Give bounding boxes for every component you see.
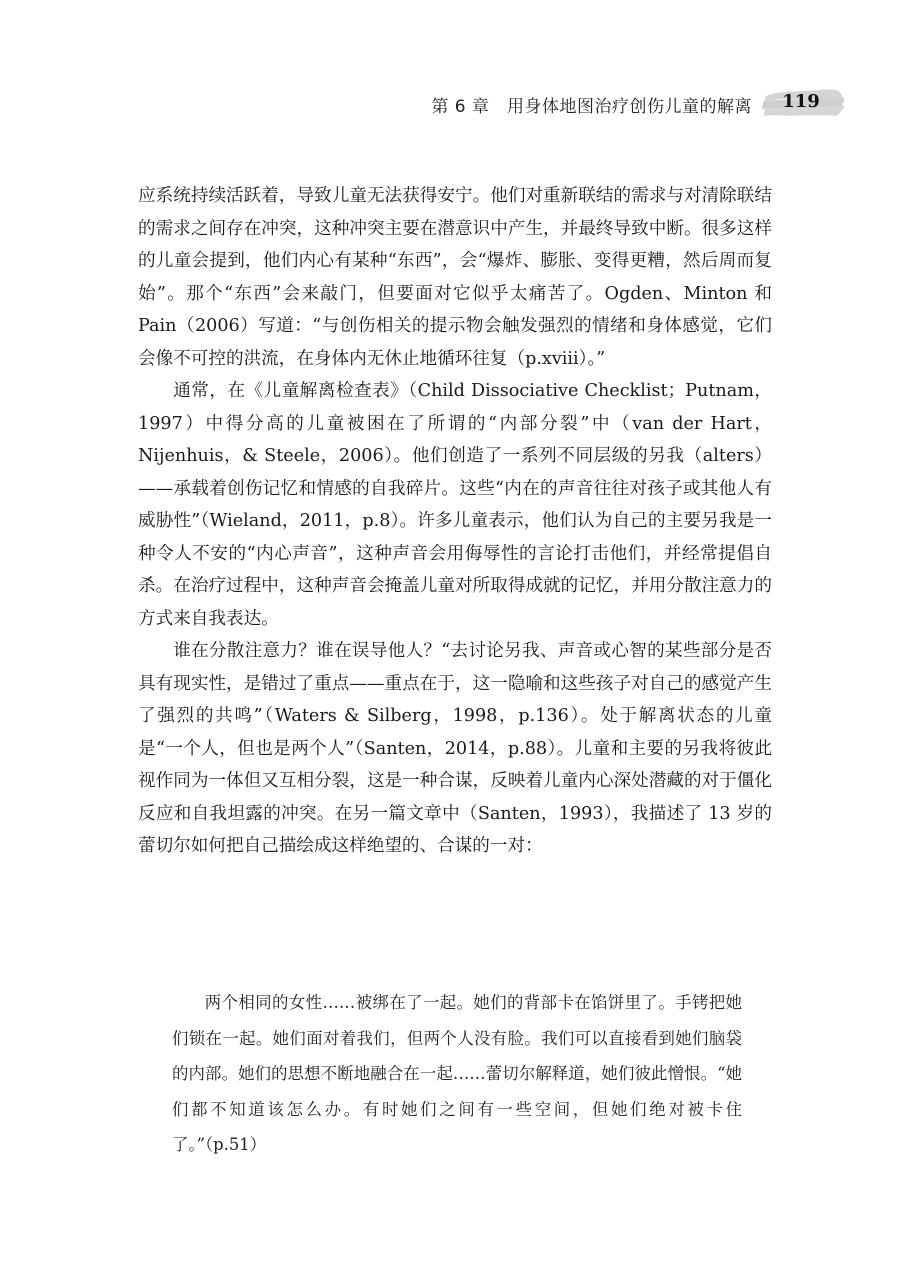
paragraph: 谁在分散注意力？谁在误导他人？“去讨论另我、声音或心智的某些部分是否具有现实性，是错过了重点——重点在于，这一隐喻和这些孩子对自己的感觉产生了强烈的共鸣”（Waters & Silberg，1998，p.136）。处于解离状态的儿童是“一个人，但也是两个人”（Santen，2014，p.88）。儿童和主要的另我将彼此视作同为一体但又互相分裂，这是一种合谋，反映着儿童内心深处潜藏的对于僵化反应和自我坦露的冲突。在另一篇文章中（Santen，1993），我描述了 13 岁的蕾切尔如何把自己描绘成这样绝望的、合谋的一对：: [138, 641, 772, 856]
running-header: [0, 86, 900, 126]
paragraph-continued: 应系统持续活跃着，导致儿童无法获得安宁。他们对重新联结的需求与对清除联结的需求之间存在冲突，这种冲突主要在潜意识中产生，并最终导致中断。很多这样的儿童会提到，他们内心有某种“东西”，会“爆炸、膨胀、变得更糟，然后周而复始”。那个“东西”会来敲门，但要面对它似乎太痛苦了。Ogden、Minton 和 Pain（2006）写道：“与创伤相关的提示物会触发强烈的情绪和身体感觉，它们会像不可控的洪流，在身体内无休止地循环往复（p.xviii）。”: [138, 186, 772, 369]
page-number: 119: [782, 91, 820, 112]
block-quote: [172, 985, 742, 1163]
chapter-running-title: 第 6 章 用身体地图治疗创伤儿童的解离: [431, 97, 752, 117]
block-quote-text: 两个相同的女性……被绑在了一起。她们的背部卡在馅饼里了。手铐把她们锁在一起。她们面对着我们，但两个人没有脸。我们可以直接看到她们脑袋的内部。她们的思想不断地融合在一起……蕾切尔解释道，她们彼此憎恨。“她们都不知道该怎么办。有时她们之间有一些空间，但她们绝对被卡住了。”（p.51）: [172, 993, 742, 1154]
body-text: [138, 180, 772, 863]
paragraph: 通常，在《儿童解离检查表》（Child Dissociative Checklist；Putnam，1997）中得分高的儿童被困在了所谓的“内部分裂”中（van der Hart，Nijenhuis，& Steele，2006）。他们创造了一系列不同层级的另我（alters）——承载着创伤记忆和情感的自我碎片。这些“内在的声音往往对孩子或其他人有威胁性”（Wieland，2011，p.8）。许多儿童表示，他们认为自己的主要另我是一种令人不安的“内心声音”，这种声音会用侮辱性的言论打击他们，并经常提倡自杀。在治疗过程中，这种声音会掩盖儿童对所取得成就的记忆，并用分散注意力的方式来自我表达。: [138, 381, 772, 629]
